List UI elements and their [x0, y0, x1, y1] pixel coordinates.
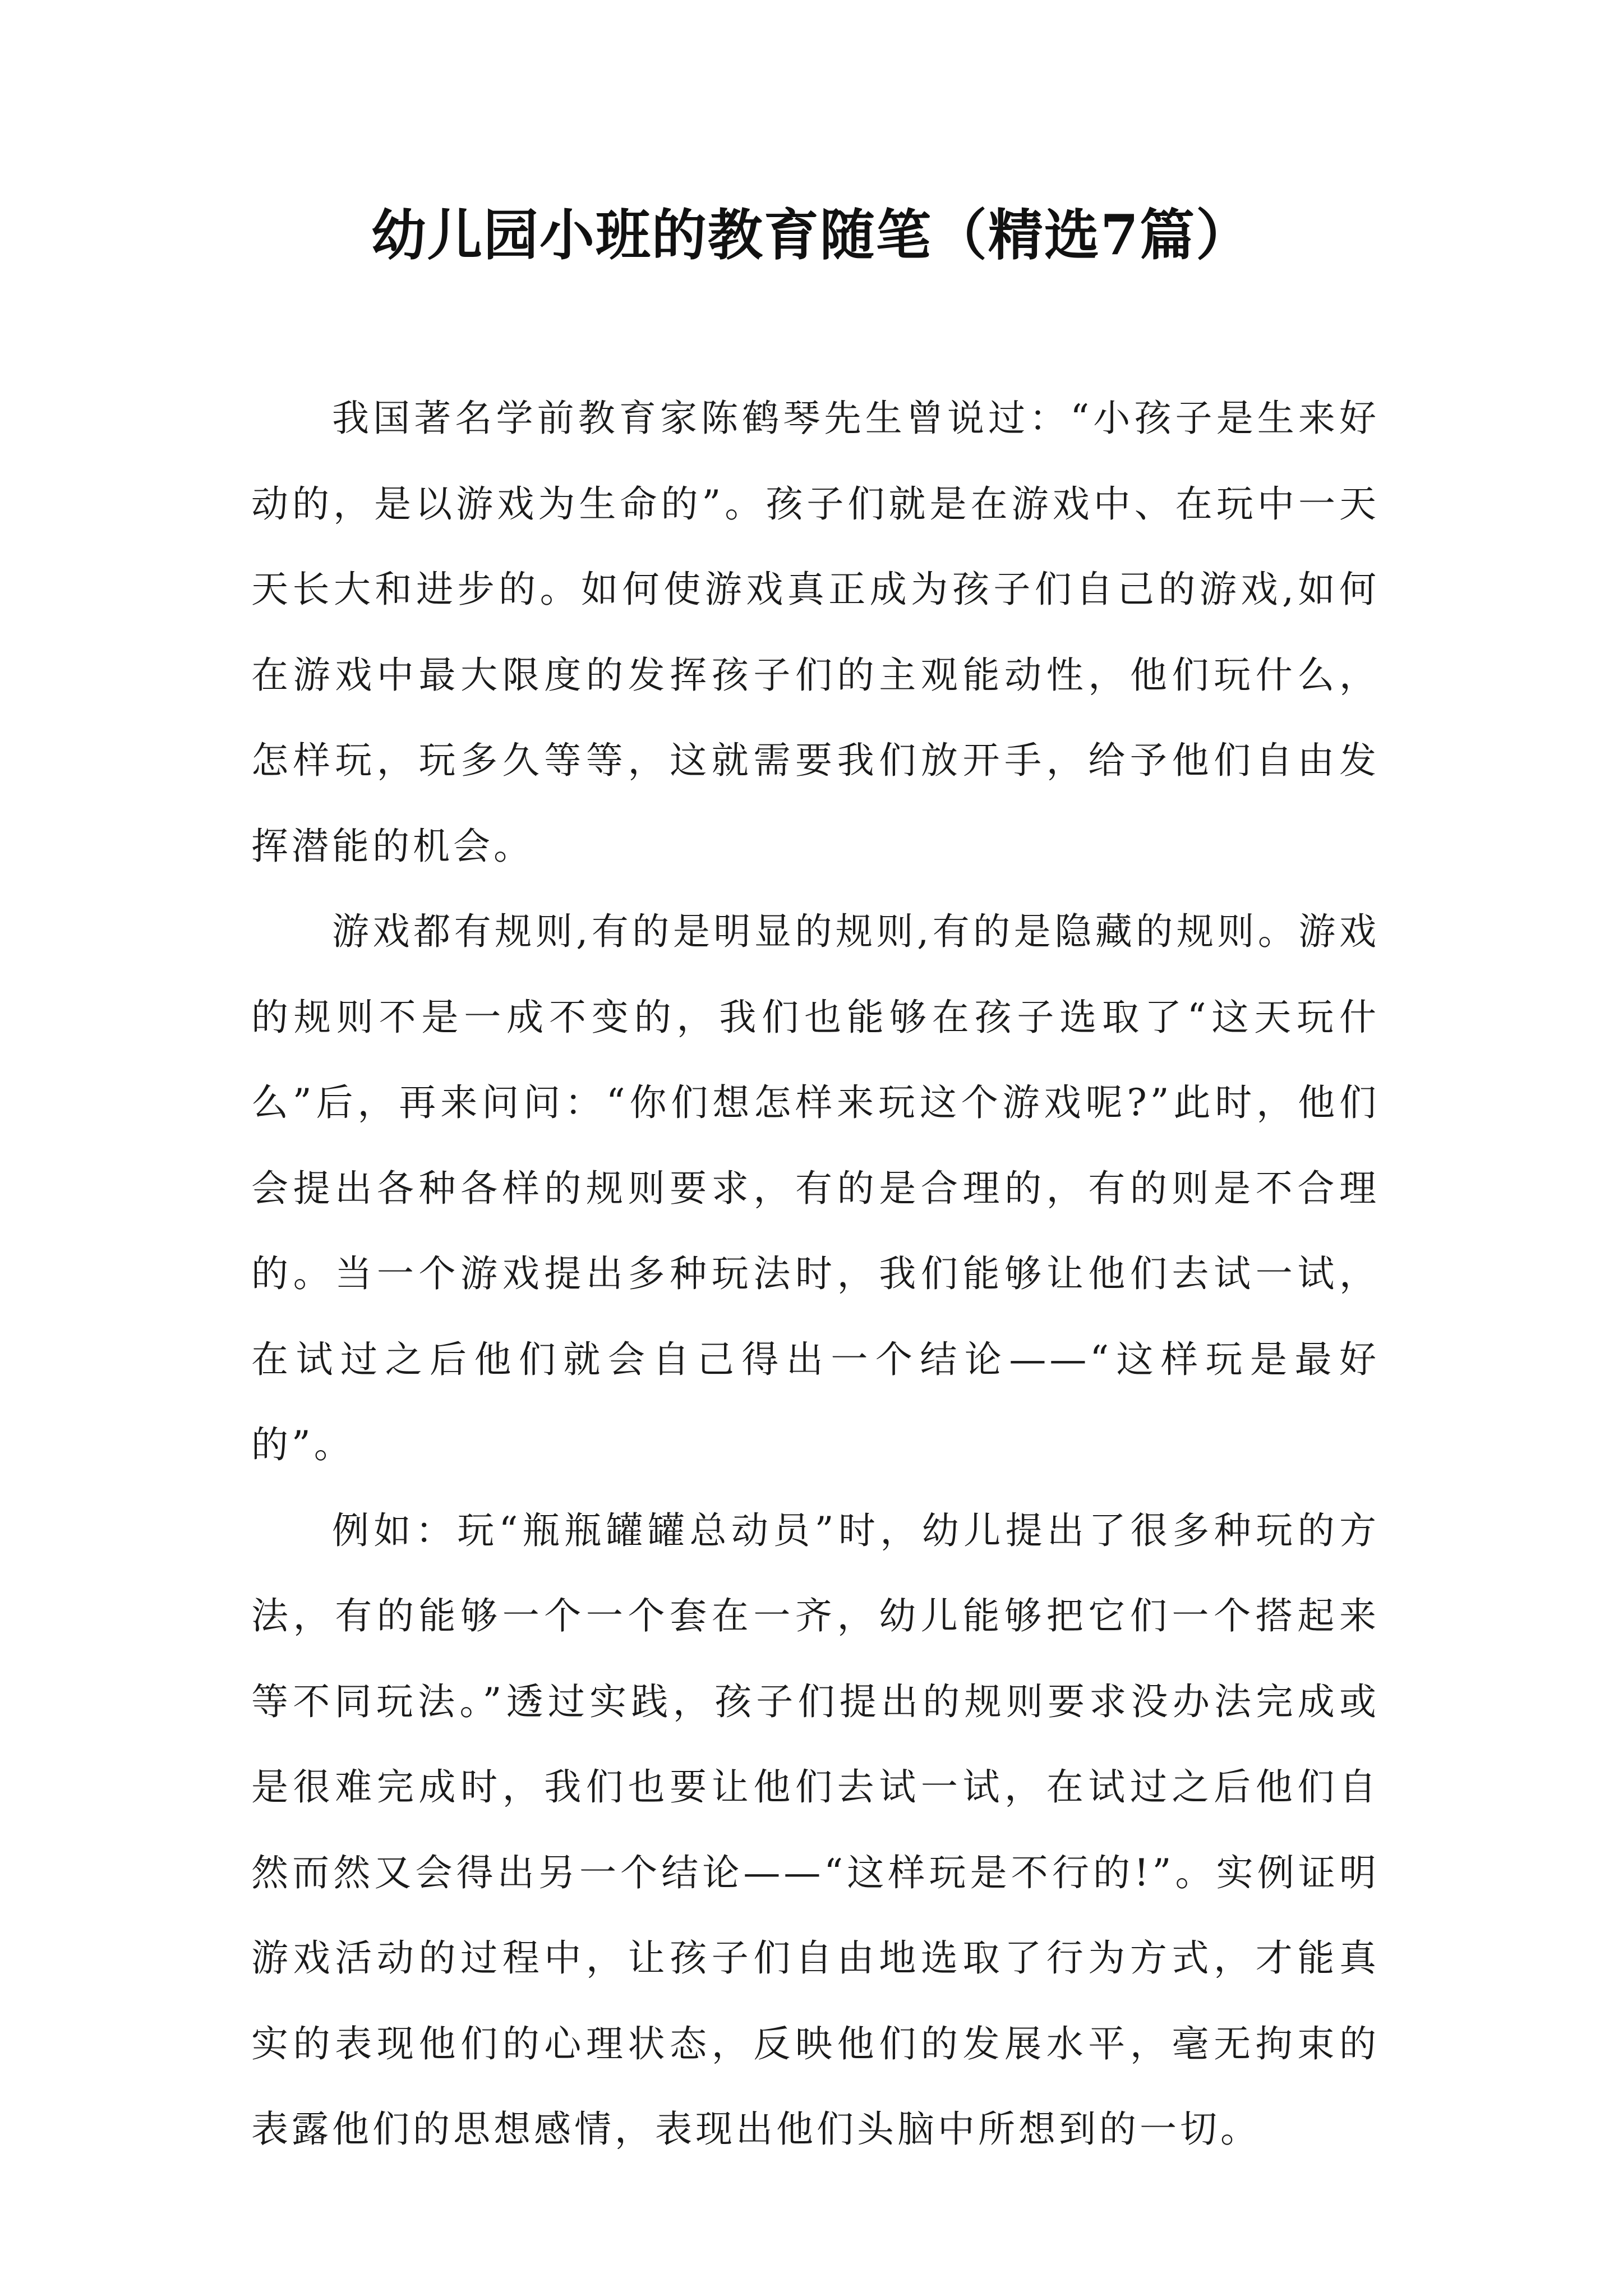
paragraph: 游戏都有规则,有的是明显的规则,有的是隐藏的规则。游戏的规则不是一成不变的，我们也能够在孩子选取了“这天玩什么”后，再来问问：“你们想怎样来玩这个游戏呢?”此时，他们会提出各种各样的规则要求，有的是合理的，有的则是不合理的。当一个游戏提出多种玩法时，我们能够让他们去试一试，在试过之后他们就会自己得出一个结论——“这样玩是最好的”。: [251, 910, 1380, 1466]
paragraph: 例如：玩“瓶瓶罐罐总动员”时，幼儿提出了很多种玩的方法，有的能够一个一个套在一齐，幼儿能够把它们一个搭起来等不同玩法。”透过实践，孩子们提出的规则要求没办法完成或是很难完成时，我们也要让他们去试一试，在试过之后他们自然而然又会得出另一个结论——“这样玩是不行的!”。实例证明游戏活动的过程中，让孩子们自由地选取了行为方式，才能真实的表现他们的心理状态，反映他们的发展水平，毫无拘束的表露他们的思想感情，表现出他们头脑中所想到的一切。: [251, 1508, 1380, 2151]
paragraph: 我国著名学前教育家陈鹤琴先生曾说过：“小孩子是生来好动的，是以游戏为生命的”。孩子们就是在游戏中、在玩中一天天长大和进步的。如何使游戏真正成为孩子们自己的游戏,如何在游戏中最大限度的发挥孩子们的主观能动性，他们玩什么，怎样玩，玩多久等等，这就需要我们放开手，给予他们自由发挥潜能的机会。: [251, 397, 1380, 868]
document-body: [251, 376, 1380, 2173]
document-title: 幼儿园小班的教育随笔（精选7篇）: [371, 203, 1252, 268]
